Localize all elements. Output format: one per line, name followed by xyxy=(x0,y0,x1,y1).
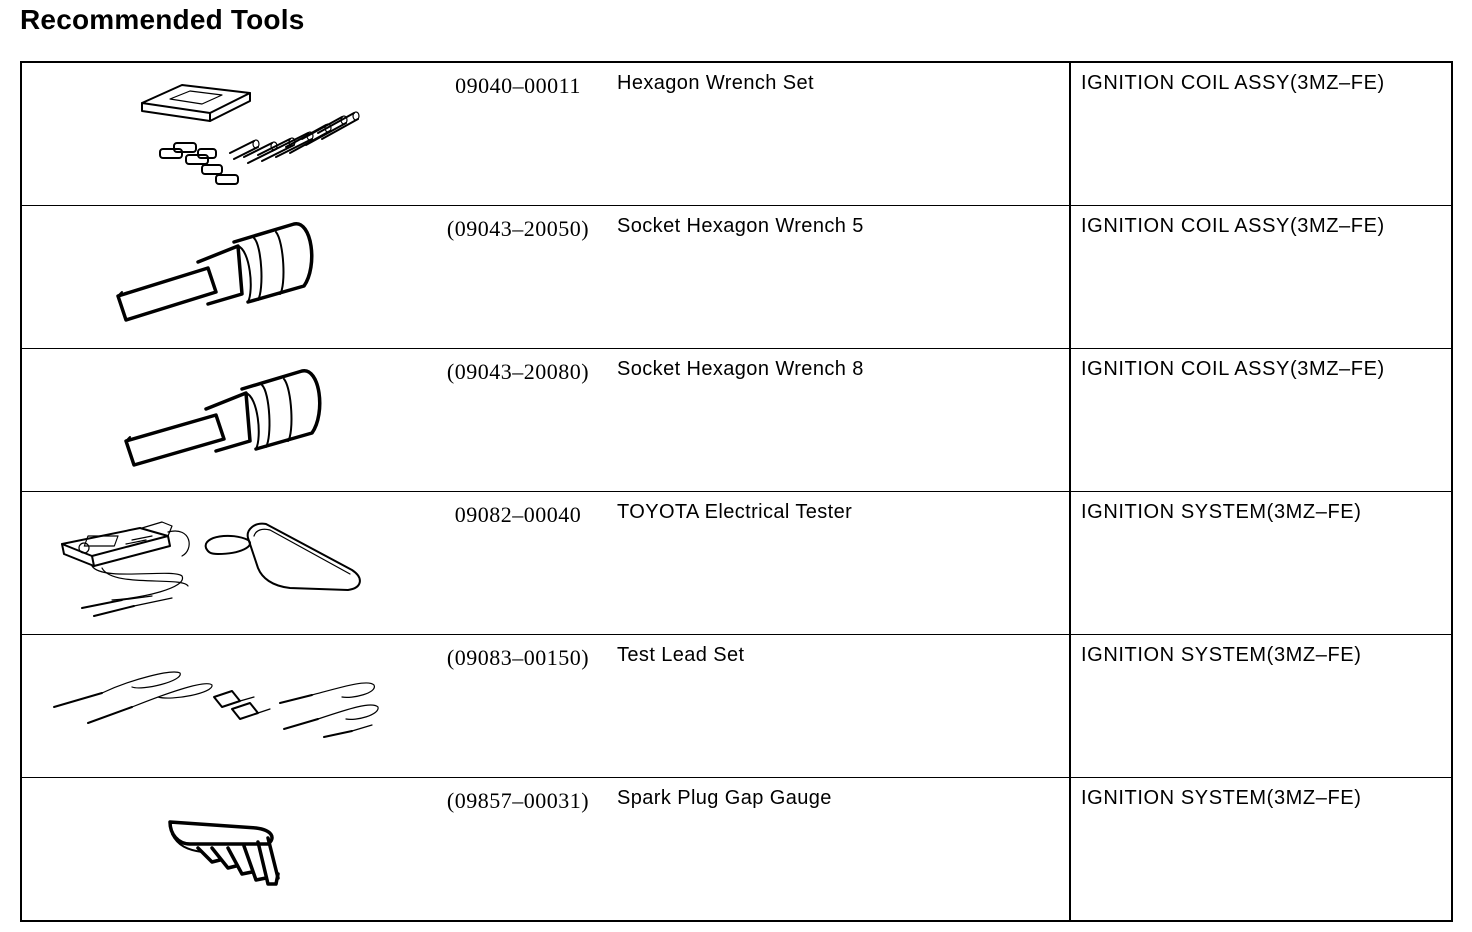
tool-row xyxy=(21,62,1452,206)
tool-usage: IGNITION SYSTEM(3MZ–FE) xyxy=(1081,787,1362,809)
tool-name-cell xyxy=(607,778,1070,922)
part-number: (09043–20050) xyxy=(446,216,590,241)
tool-row xyxy=(21,492,1452,635)
part-number: (09043–20080) xyxy=(446,359,590,384)
tool-usage-cell xyxy=(1070,635,1452,778)
tool-image-cell xyxy=(21,635,607,778)
tool-usage: IGNITION COIL ASSY(3MZ–FE) xyxy=(1081,215,1385,237)
hexagon-wrench-set-icon xyxy=(22,63,422,205)
tool-usage: IGNITION COIL ASSY(3MZ–FE) xyxy=(1081,358,1385,380)
tool-name-cell xyxy=(607,62,1070,206)
tool-usage-cell xyxy=(1070,349,1452,492)
tool-name: Socket Hexagon Wrench 8 xyxy=(617,358,864,380)
tool-usage-cell xyxy=(1070,206,1452,349)
test-lead-set-icon xyxy=(22,635,422,777)
tool-name-cell xyxy=(607,492,1070,635)
tool-name: TOYOTA Electrical Tester xyxy=(617,501,853,523)
tool-image-cell xyxy=(21,778,607,922)
tool-name: Test Lead Set xyxy=(617,644,745,666)
socket-hexagon-wrench-icon xyxy=(22,206,422,348)
tool-usage: IGNITION SYSTEM(3MZ–FE) xyxy=(1081,501,1362,523)
tool-usage: IGNITION SYSTEM(3MZ–FE) xyxy=(1081,644,1362,666)
part-number: (09083–00150) xyxy=(446,645,590,670)
tool-name-cell xyxy=(607,349,1070,492)
electrical-tester-icon xyxy=(22,492,422,634)
part-number: (09857–00031) xyxy=(446,788,590,813)
tool-name: Hexagon Wrench Set xyxy=(617,72,814,94)
tool-row xyxy=(21,349,1452,492)
page-title: Recommended Tools xyxy=(20,4,305,35)
socket-hexagon-wrench-icon xyxy=(22,349,422,491)
part-number: 09082–00040 xyxy=(454,502,582,527)
recommended-tools-table xyxy=(20,61,1453,922)
tool-usage-cell xyxy=(1070,778,1452,922)
tool-row xyxy=(21,206,1452,349)
tool-image-cell xyxy=(21,349,607,492)
spark-plug-gap-gauge-icon xyxy=(22,778,422,920)
tool-image-cell xyxy=(21,62,607,206)
tool-image-cell xyxy=(21,206,607,349)
part-number: 09040–00011 xyxy=(455,73,581,98)
tool-row xyxy=(21,635,1452,778)
tool-name: Spark Plug Gap Gauge xyxy=(617,787,832,809)
tool-usage: IGNITION COIL ASSY(3MZ–FE) xyxy=(1081,72,1385,94)
tool-name-cell xyxy=(607,206,1070,349)
tool-name: Socket Hexagon Wrench 5 xyxy=(617,215,864,237)
tool-name-cell xyxy=(607,635,1070,778)
tool-usage-cell xyxy=(1070,62,1452,206)
tool-row xyxy=(21,778,1452,922)
tool-usage-cell xyxy=(1070,492,1452,635)
tool-image-cell xyxy=(21,492,607,635)
